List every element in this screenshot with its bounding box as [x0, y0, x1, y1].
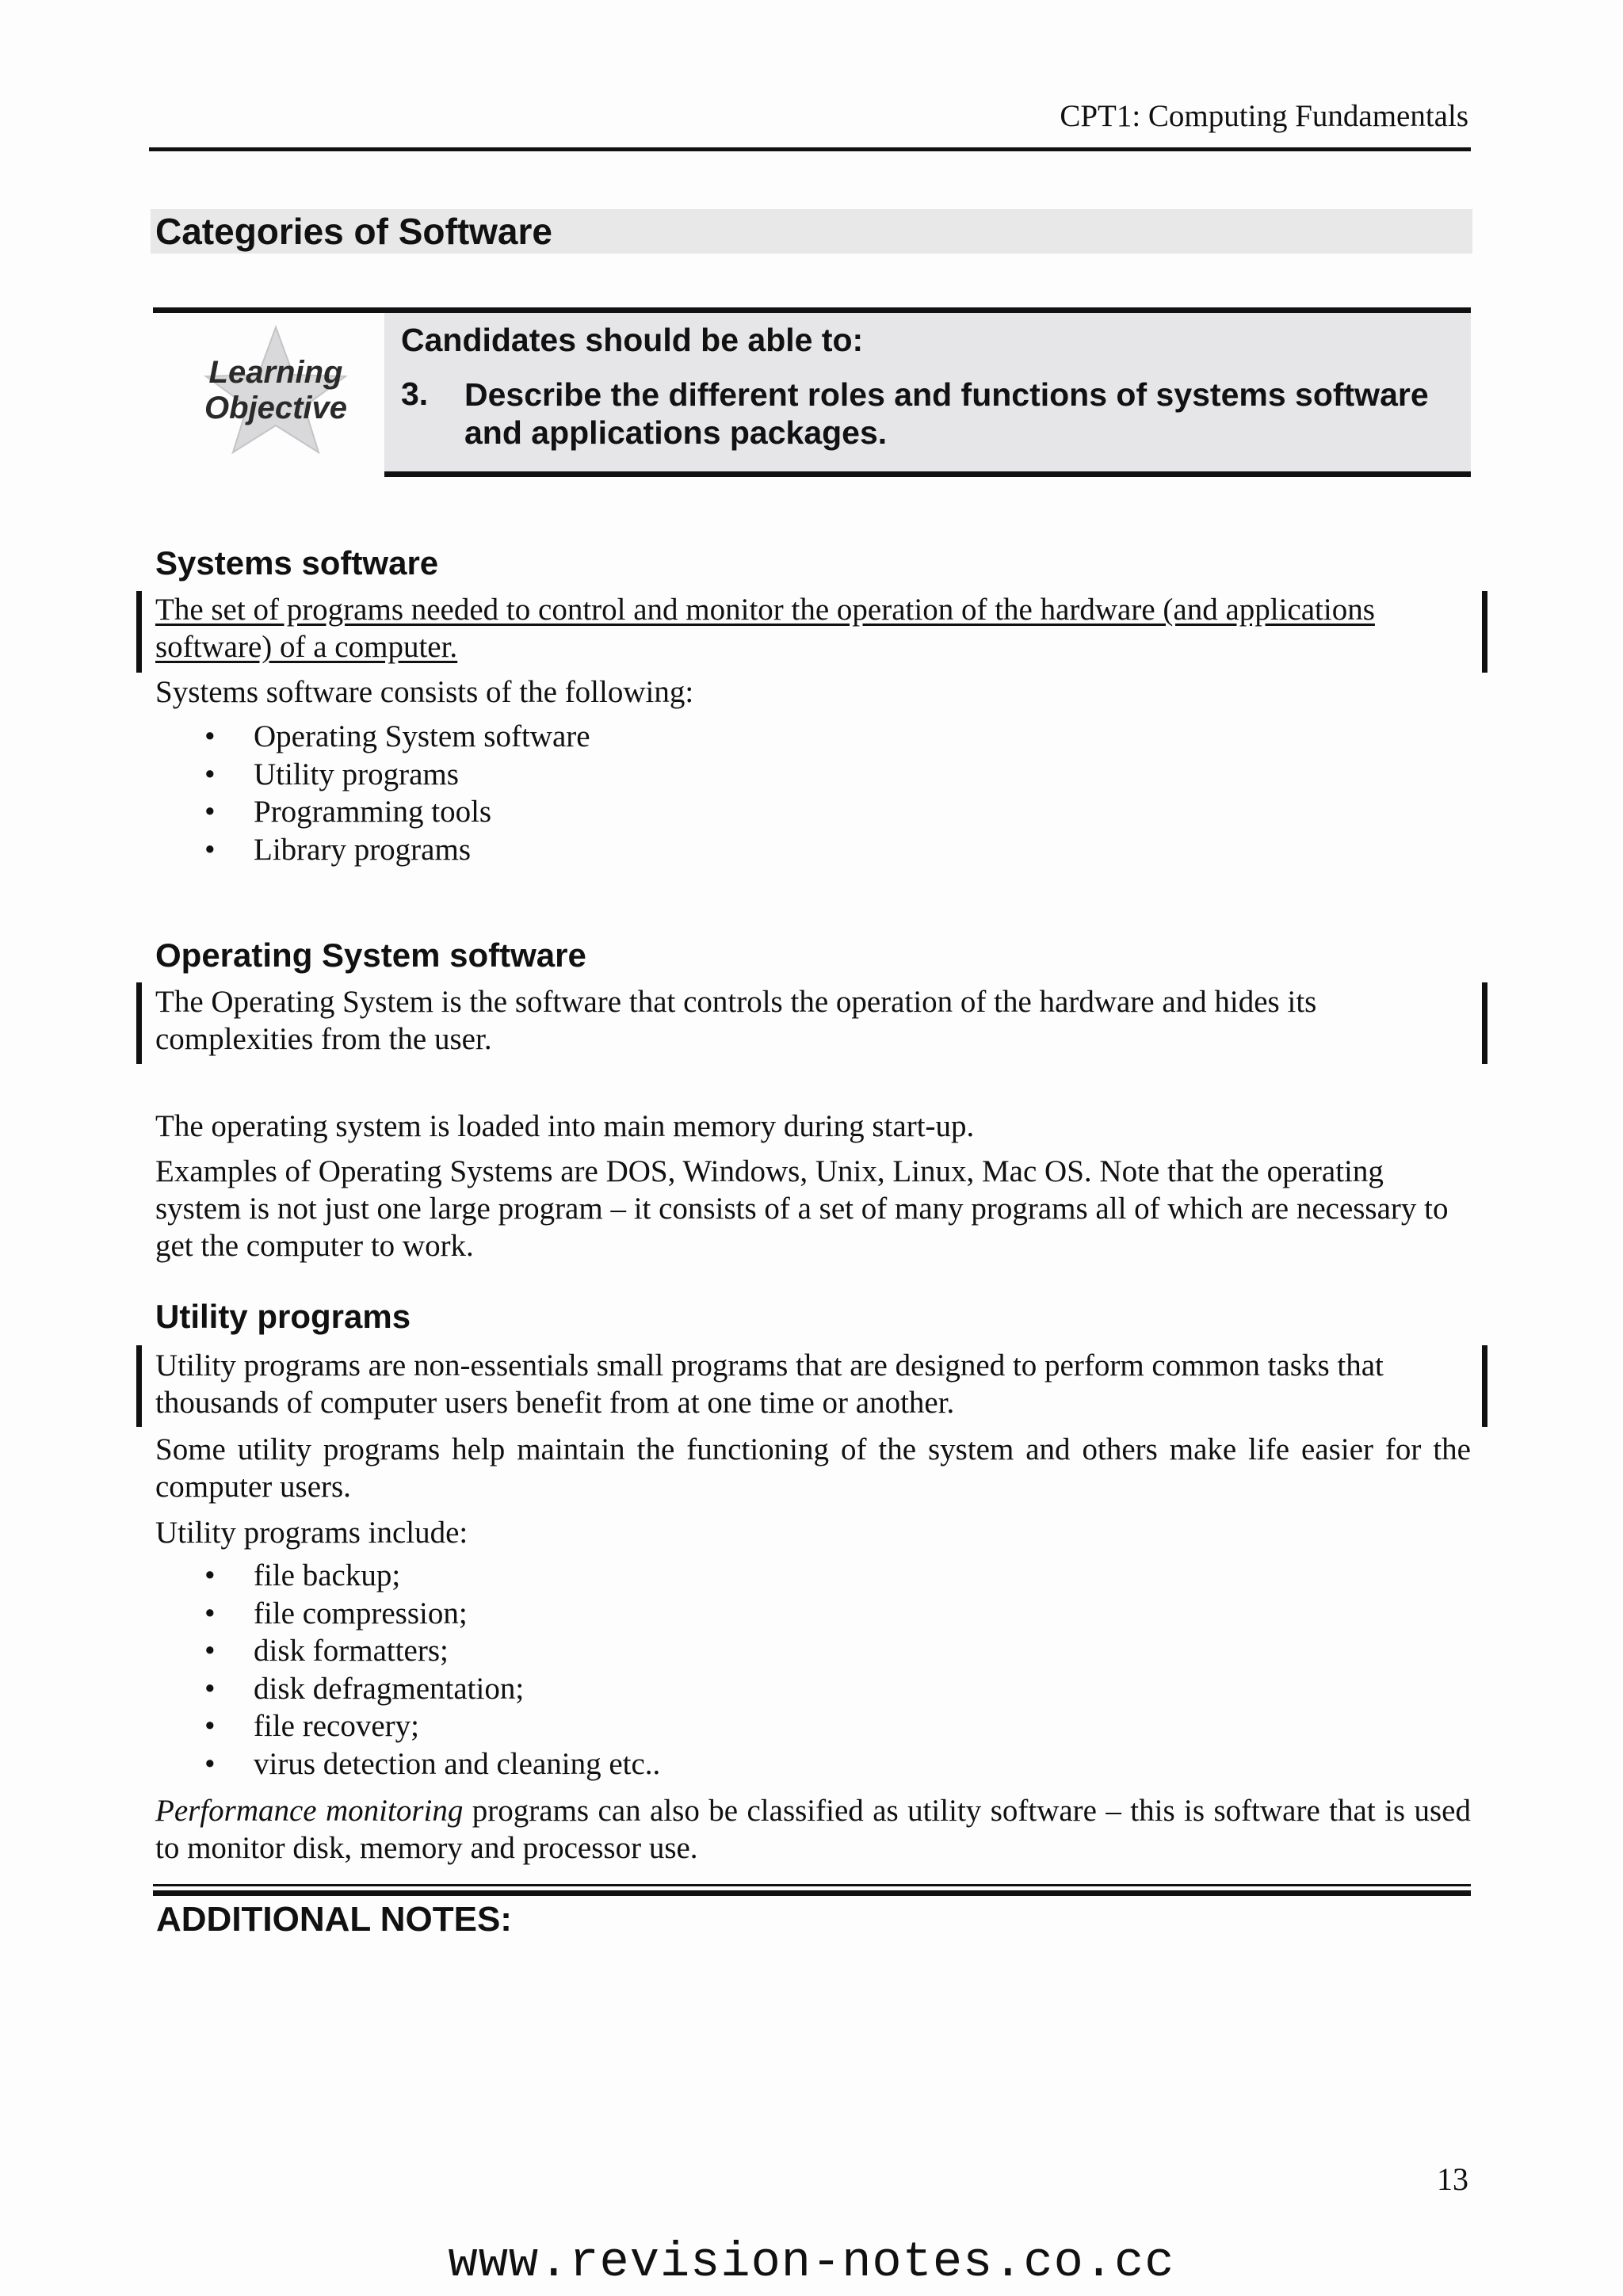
utility-para-1: Some utility programs help maintain the functioning of the system and others make life easier for the computer users.	[155, 1432, 1471, 1504]
list-item: • file backup;	[155, 1557, 1471, 1595]
list-item: • Programming tools	[155, 793, 1471, 831]
learning-objective-logo	[192, 321, 360, 456]
operating-system-heading: Operating System software	[155, 936, 586, 974]
objective-text: Describe the different roles and functions of systems software and applications packages.	[464, 376, 1429, 451]
performance-monitoring-term: Performance monitoring	[155, 1794, 464, 1828]
page-number: 13	[1437, 2161, 1468, 2197]
objective-bottom-rule	[384, 471, 1471, 477]
systems-software-intro: Systems software consists of the following:	[155, 675, 694, 709]
utility-list	[155, 1557, 1471, 1783]
objective-heading: Candidates should be able to:	[401, 322, 864, 358]
notes-rule-thin	[153, 1884, 1471, 1886]
change-bar-left	[136, 982, 142, 1064]
header-rule	[149, 147, 1471, 151]
list-item: • Utility programs	[155, 756, 1471, 794]
footer-url: www.revision-notes.co.cc	[448, 2234, 1175, 2290]
systems-software-definition: The set of programs needed to control and monitor the operation of the hardware (and applications software) of a computer.	[155, 593, 1375, 664]
running-head: CPT1: Computing Fundamentals	[1060, 99, 1468, 133]
change-bar-right	[1482, 982, 1487, 1064]
notes-rule-thick	[153, 1890, 1471, 1896]
change-bar-right	[1482, 1345, 1487, 1427]
change-bar-left	[136, 591, 142, 673]
utility-intro: Utility programs include:	[155, 1516, 468, 1550]
systems-software-heading: Systems software	[155, 544, 439, 582]
list-item: • disk formatters;	[155, 1632, 1471, 1670]
list-item: • file recovery;	[155, 1707, 1471, 1745]
utility-programs-heading: Utility programs	[155, 1298, 411, 1335]
star-icon	[192, 321, 360, 456]
utility-closing-text: programs can also be classified as utility software – this is software that is used to monitor disk, memory and processor use.	[155, 1794, 1471, 1865]
additional-notes-heading: ADDITIONAL NOTES:	[156, 1900, 512, 1939]
operating-system-para-1: The operating system is loaded into main memory during start-up.	[155, 1109, 975, 1143]
operating-system-para-2: Examples of Operating Systems are DOS, Windows, Unix, Linux, Mac OS. Note that the operating system is not just one large program – it consists of a set of many programs all of which are necessary to get the computer to work.	[155, 1154, 1449, 1263]
list-item: • virus detection and cleaning etc..	[155, 1745, 1471, 1783]
logo-word-objective: Objective	[204, 391, 348, 425]
utility-closing-paragraph	[155, 1792, 1471, 1867]
logo-word-learning: Learning	[208, 355, 343, 390]
list-item: • disk defragmentation;	[155, 1670, 1471, 1708]
list-item: • Library programs	[155, 831, 1471, 869]
objective-number: 3.	[401, 376, 429, 412]
list-item: • Operating System software	[155, 718, 1471, 756]
change-bar-right	[1482, 591, 1487, 673]
section-title: Categories of Software	[155, 211, 552, 252]
objective-top-rule	[153, 307, 1471, 313]
operating-system-definition: The Operating System is the software that controls the operation of the hardware and hides its complexities from the user.	[155, 985, 1317, 1056]
list-item: • file compression;	[155, 1595, 1471, 1633]
utility-definition: Utility programs are non-essentials small programs that are designed to perform common tasks that thousands of computer users benefit from at one time or another.	[155, 1348, 1384, 1420]
change-bar-left	[136, 1345, 142, 1427]
systems-software-list	[155, 718, 1471, 868]
